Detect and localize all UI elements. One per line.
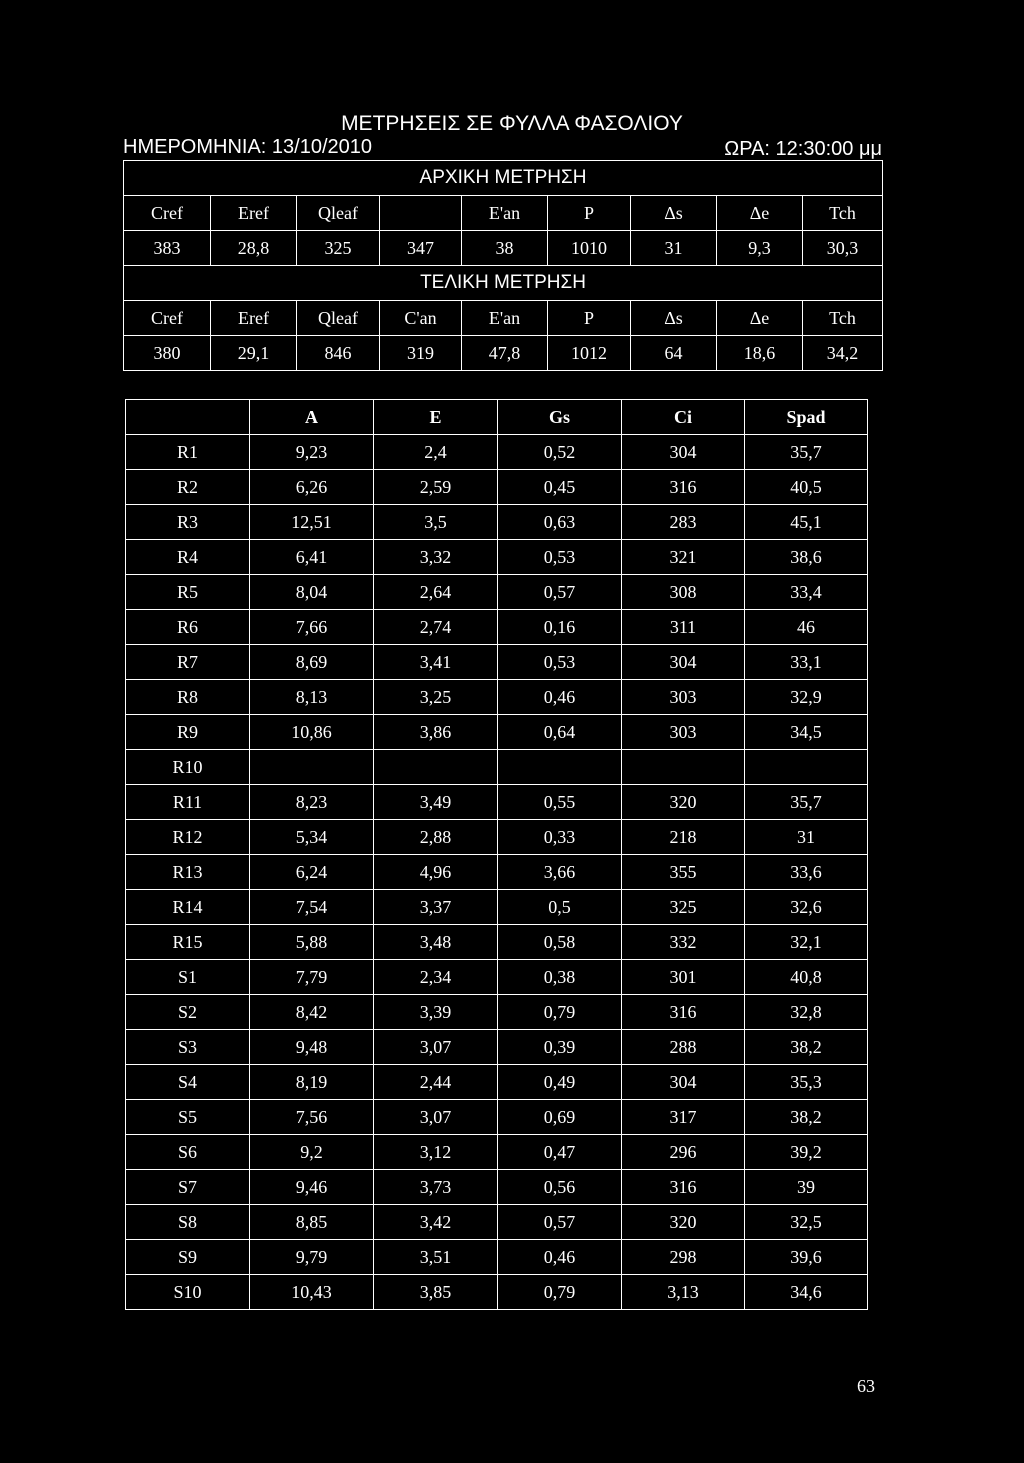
value-cell: 39,2 <box>745 1135 868 1170</box>
value-cell: 311 <box>622 610 745 645</box>
value-cell: 35,7 <box>745 785 868 820</box>
value-cell: 355 <box>622 855 745 890</box>
value-cell: 218 <box>622 820 745 855</box>
value-cell: 8,13 <box>250 680 374 715</box>
table-row <box>126 505 868 540</box>
value-cell: 28,8 <box>211 231 297 266</box>
column-header-cell: Spad <box>745 400 868 435</box>
value-cell: 3,73 <box>374 1170 498 1205</box>
measurements-header-row <box>126 400 868 435</box>
value-cell: 3,51 <box>374 1240 498 1275</box>
value-cell: 8,69 <box>250 645 374 680</box>
value-cell <box>622 750 745 785</box>
value-cell: 0,53 <box>498 645 622 680</box>
column-header-cell: C'an <box>380 301 462 336</box>
value-cell: 0,33 <box>498 820 622 855</box>
sample-id-cell: R11 <box>126 785 250 820</box>
table-row <box>126 610 868 645</box>
value-cell: 40,8 <box>745 960 868 995</box>
value-cell: 1012 <box>548 336 631 371</box>
sample-id-cell: R7 <box>126 645 250 680</box>
value-cell: 33,6 <box>745 855 868 890</box>
column-header-cell: Eref <box>211 301 297 336</box>
sample-id-cell: R10 <box>126 750 250 785</box>
value-cell: 0,57 <box>498 575 622 610</box>
value-cell: 298 <box>622 1240 745 1275</box>
sample-id-cell: R14 <box>126 890 250 925</box>
measurement-summary-table <box>123 160 883 371</box>
value-cell: 6,24 <box>250 855 374 890</box>
value-cell: 320 <box>622 785 745 820</box>
table-row <box>126 995 868 1030</box>
value-cell: 3,48 <box>374 925 498 960</box>
table-row <box>126 575 868 610</box>
value-cell: 3,42 <box>374 1205 498 1240</box>
value-cell: 308 <box>622 575 745 610</box>
table-row <box>126 540 868 575</box>
value-cell: 0,47 <box>498 1135 622 1170</box>
table-row <box>126 1030 868 1065</box>
initial-header-row <box>124 196 883 231</box>
value-cell: 34,5 <box>745 715 868 750</box>
time-label: ΩΡΑ: 12:30:00 μμ <box>724 138 882 160</box>
page-title: ΜΕΤΡΗΣΕΙΣ ΣΕ ΦΥΛΛΑ ΦΑΣΟΛΙΟΥ <box>341 112 683 135</box>
value-cell: 316 <box>622 470 745 505</box>
value-cell: 39,6 <box>745 1240 868 1275</box>
value-cell: 32,5 <box>745 1205 868 1240</box>
sample-id-cell: R12 <box>126 820 250 855</box>
value-cell: 7,79 <box>250 960 374 995</box>
value-cell: 2,4 <box>374 435 498 470</box>
value-cell: 12,51 <box>250 505 374 540</box>
value-cell: 0,45 <box>498 470 622 505</box>
value-cell: 38,2 <box>745 1100 868 1135</box>
table-row <box>126 1135 868 1170</box>
page-number: 63 <box>857 1376 875 1396</box>
value-cell: 3,85 <box>374 1275 498 1310</box>
table-row <box>126 1275 868 1310</box>
table-row <box>126 645 868 680</box>
value-cell: 0,55 <box>498 785 622 820</box>
value-cell: 8,19 <box>250 1065 374 1100</box>
value-cell: 32,8 <box>745 995 868 1030</box>
value-cell: 3,37 <box>374 890 498 925</box>
value-cell: 31 <box>631 231 717 266</box>
value-cell: 0,79 <box>498 995 622 1030</box>
column-header-cell: Eref <box>211 196 297 231</box>
column-header-cell: E'an <box>462 196 548 231</box>
value-cell: 4,96 <box>374 855 498 890</box>
sample-id-cell: R5 <box>126 575 250 610</box>
sample-id-cell: R9 <box>126 715 250 750</box>
sample-id-cell: R15 <box>126 925 250 960</box>
value-cell: 0,53 <box>498 540 622 575</box>
value-cell: 0,46 <box>498 1240 622 1275</box>
column-header-cell: P <box>548 301 631 336</box>
date-label: ΗΜΕΡΟΜΗΝΙΑ: 13/10/2010 <box>123 136 372 158</box>
column-header-cell <box>380 196 462 231</box>
value-cell: 3,25 <box>374 680 498 715</box>
final-values-row <box>124 336 883 371</box>
column-header-cell: Tch <box>803 301 883 336</box>
value-cell: 0,79 <box>498 1275 622 1310</box>
initial-values-row <box>124 231 883 266</box>
table-row <box>126 1065 868 1100</box>
value-cell: 10,43 <box>250 1275 374 1310</box>
column-header-cell: Ci <box>622 400 745 435</box>
value-cell: 8,42 <box>250 995 374 1030</box>
value-cell: 2,88 <box>374 820 498 855</box>
value-cell: 7,66 <box>250 610 374 645</box>
value-cell: 38 <box>462 231 548 266</box>
value-cell: 303 <box>622 680 745 715</box>
value-cell: 3,39 <box>374 995 498 1030</box>
value-cell: 45,1 <box>745 505 868 540</box>
value-cell: 3,07 <box>374 1100 498 1135</box>
sample-id-cell: S3 <box>126 1030 250 1065</box>
value-cell: 304 <box>622 1065 745 1100</box>
value-cell: 317 <box>622 1100 745 1135</box>
sample-id-cell: S7 <box>126 1170 250 1205</box>
table-row <box>126 1240 868 1275</box>
value-cell: 29,1 <box>211 336 297 371</box>
value-cell: 35,7 <box>745 435 868 470</box>
column-header-cell: Cref <box>124 196 211 231</box>
value-cell: 9,46 <box>250 1170 374 1205</box>
value-cell: 304 <box>622 645 745 680</box>
value-cell: 38,6 <box>745 540 868 575</box>
value-cell: 0,38 <box>498 960 622 995</box>
value-cell: 320 <box>622 1205 745 1240</box>
value-cell: 0,64 <box>498 715 622 750</box>
value-cell: 0,69 <box>498 1100 622 1135</box>
sample-id-cell: S10 <box>126 1275 250 1310</box>
value-cell: 303 <box>622 715 745 750</box>
value-cell: 283 <box>622 505 745 540</box>
table-row <box>126 890 868 925</box>
value-cell: 7,56 <box>250 1100 374 1135</box>
value-cell: 3,13 <box>622 1275 745 1310</box>
value-cell: 846 <box>297 336 380 371</box>
sample-id-cell: R3 <box>126 505 250 540</box>
value-cell: 6,26 <box>250 470 374 505</box>
value-cell: 347 <box>380 231 462 266</box>
table-row <box>126 680 868 715</box>
value-cell: 0,46 <box>498 680 622 715</box>
value-cell: 34,6 <box>745 1275 868 1310</box>
sample-id-cell: S9 <box>126 1240 250 1275</box>
sample-id-cell: R2 <box>126 470 250 505</box>
value-cell: 304 <box>622 435 745 470</box>
table-row <box>126 750 868 785</box>
table-row <box>126 435 868 470</box>
table-row <box>126 855 868 890</box>
sample-id-cell: R4 <box>126 540 250 575</box>
value-cell: 5,88 <box>250 925 374 960</box>
value-cell: 46 <box>745 610 868 645</box>
sample-id-cell: S1 <box>126 960 250 995</box>
value-cell: 0,56 <box>498 1170 622 1205</box>
value-cell: 8,23 <box>250 785 374 820</box>
value-cell: 0,57 <box>498 1205 622 1240</box>
table-row <box>126 960 868 995</box>
table-row <box>126 1205 868 1240</box>
value-cell: 0,63 <box>498 505 622 540</box>
sample-id-cell: S2 <box>126 995 250 1030</box>
column-header-cell: Δe <box>717 196 803 231</box>
value-cell: 9,23 <box>250 435 374 470</box>
value-cell: 8,04 <box>250 575 374 610</box>
column-header-cell: E'an <box>462 301 548 336</box>
value-cell <box>745 750 868 785</box>
leaf-measurements-table <box>125 399 868 1310</box>
value-cell: 321 <box>622 540 745 575</box>
value-cell: 332 <box>622 925 745 960</box>
value-cell: 325 <box>622 890 745 925</box>
value-cell: 2,34 <box>374 960 498 995</box>
column-header-cell: Δs <box>631 301 717 336</box>
value-cell: 3,12 <box>374 1135 498 1170</box>
value-cell: 325 <box>297 231 380 266</box>
value-cell: 0,58 <box>498 925 622 960</box>
value-cell: 38,2 <box>745 1030 868 1065</box>
table-row <box>126 1100 868 1135</box>
value-cell: 6,41 <box>250 540 374 575</box>
value-cell: 32,1 <box>745 925 868 960</box>
column-header-cell: Qleaf <box>297 301 380 336</box>
initial-section-header-row <box>124 161 883 196</box>
table-row <box>126 820 868 855</box>
value-cell: 316 <box>622 995 745 1030</box>
sample-id-cell: S6 <box>126 1135 250 1170</box>
sample-id-cell: S8 <box>126 1205 250 1240</box>
value-cell: 47,8 <box>462 336 548 371</box>
sample-id-cell: S5 <box>126 1100 250 1135</box>
value-cell: 0,49 <box>498 1065 622 1100</box>
value-cell: 0,39 <box>498 1030 622 1065</box>
final-header-row <box>124 301 883 336</box>
value-cell: 3,32 <box>374 540 498 575</box>
column-header-cell: Gs <box>498 400 622 435</box>
column-header-cell: A <box>250 400 374 435</box>
value-cell: 32,9 <box>745 680 868 715</box>
value-cell: 18,6 <box>717 336 803 371</box>
value-cell: 0,16 <box>498 610 622 645</box>
value-cell <box>250 750 374 785</box>
column-header-cell: Cref <box>124 301 211 336</box>
sample-id-cell: R1 <box>126 435 250 470</box>
value-cell: 301 <box>622 960 745 995</box>
value-cell: 34,2 <box>803 336 883 371</box>
value-cell: 2,64 <box>374 575 498 610</box>
value-cell <box>374 750 498 785</box>
value-cell: 64 <box>631 336 717 371</box>
sample-id-cell: R8 <box>126 680 250 715</box>
value-cell: 31 <box>745 820 868 855</box>
column-header-cell: P <box>548 196 631 231</box>
value-cell: 9,79 <box>250 1240 374 1275</box>
value-cell: 0,52 <box>498 435 622 470</box>
value-cell: 7,54 <box>250 890 374 925</box>
value-cell: 9,2 <box>250 1135 374 1170</box>
value-cell: 3,07 <box>374 1030 498 1065</box>
value-cell: 35,3 <box>745 1065 868 1100</box>
value-cell: 2,59 <box>374 470 498 505</box>
sample-id-cell: S4 <box>126 1065 250 1100</box>
table-row <box>126 1170 868 1205</box>
initial-measurement-heading: ΑΡΧΙΚΗ ΜΕΤΡΗΣΗ <box>124 161 883 196</box>
value-cell: 5,34 <box>250 820 374 855</box>
value-cell: 9,3 <box>717 231 803 266</box>
value-cell: 3,41 <box>374 645 498 680</box>
value-cell: 3,49 <box>374 785 498 820</box>
value-cell: 1010 <box>548 231 631 266</box>
value-cell: 2,74 <box>374 610 498 645</box>
table-row <box>126 470 868 505</box>
value-cell: 288 <box>622 1030 745 1065</box>
value-cell: 8,85 <box>250 1205 374 1240</box>
column-header-cell: Qleaf <box>297 196 380 231</box>
sample-id-cell: R13 <box>126 855 250 890</box>
value-cell: 380 <box>124 336 211 371</box>
value-cell: 9,48 <box>250 1030 374 1065</box>
value-cell: 33,4 <box>745 575 868 610</box>
value-cell: 30,3 <box>803 231 883 266</box>
value-cell: 33,1 <box>745 645 868 680</box>
value-cell: 2,44 <box>374 1065 498 1100</box>
value-cell <box>498 750 622 785</box>
value-cell: 10,86 <box>250 715 374 750</box>
column-header-cell <box>126 400 250 435</box>
value-cell: 39 <box>745 1170 868 1205</box>
value-cell: 319 <box>380 336 462 371</box>
column-header-cell: Δe <box>717 301 803 336</box>
sample-id-cell: R6 <box>126 610 250 645</box>
column-header-cell: Δs <box>631 196 717 231</box>
value-cell: 383 <box>124 231 211 266</box>
column-header-cell: E <box>374 400 498 435</box>
final-measurement-heading: ΤΕΛΙΚΗ ΜΕΤΡΗΣΗ <box>124 266 883 301</box>
value-cell: 3,86 <box>374 715 498 750</box>
value-cell: 32,6 <box>745 890 868 925</box>
value-cell: 296 <box>622 1135 745 1170</box>
value-cell: 3,66 <box>498 855 622 890</box>
value-cell: 3,5 <box>374 505 498 540</box>
final-section-header-row <box>124 266 883 301</box>
value-cell: 0,5 <box>498 890 622 925</box>
value-cell: 316 <box>622 1170 745 1205</box>
table-row <box>126 715 868 750</box>
table-row <box>126 785 868 820</box>
table-row <box>126 925 868 960</box>
column-header-cell: Tch <box>803 196 883 231</box>
value-cell: 40,5 <box>745 470 868 505</box>
